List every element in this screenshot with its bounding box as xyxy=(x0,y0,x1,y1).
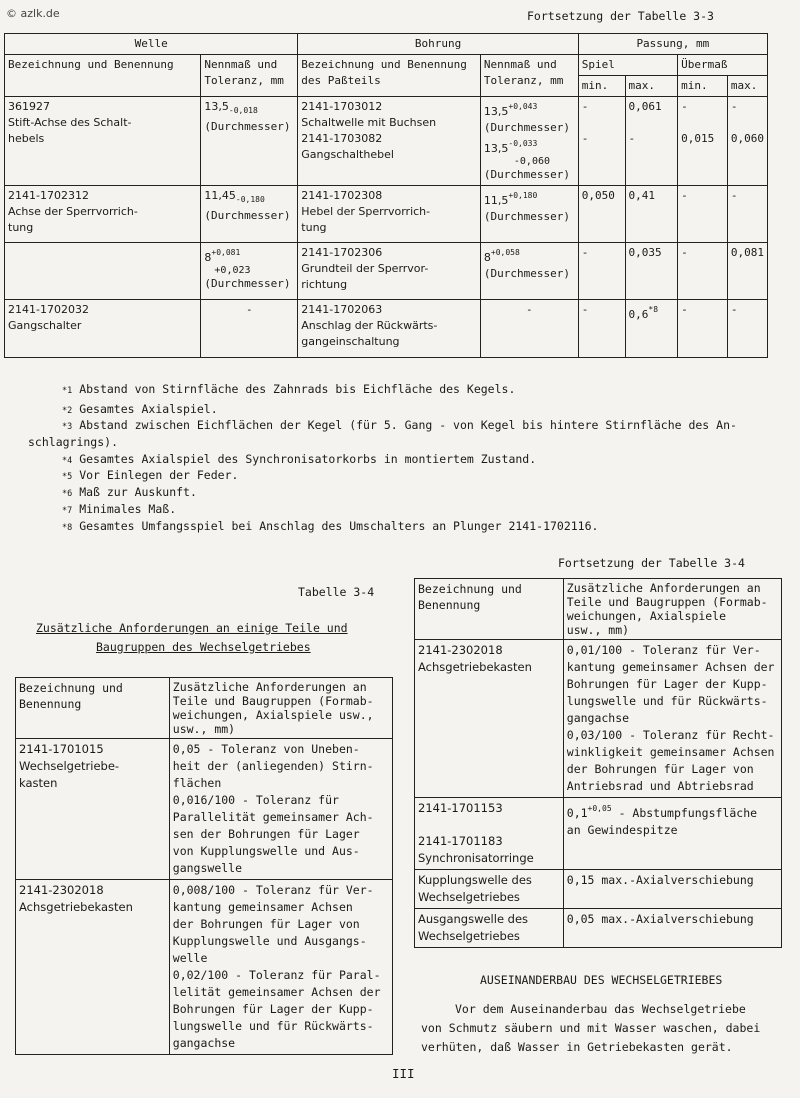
cell-nennmass: $11,45_{-0,180}$ (Durchmesser) xyxy=(201,186,298,243)
cell-spiel-min: - - xyxy=(578,97,625,186)
cell-welle-empty xyxy=(5,243,201,300)
cell-bezeichnung: Kupplungswelle des Wechselgetriebes xyxy=(415,870,564,909)
cell-bezeichnung: 2141-2302018 Achsgetriebekasten xyxy=(16,880,170,1055)
site-logo: © azlk.de xyxy=(6,7,60,20)
table-header-row xyxy=(16,678,393,739)
cell-bezeichnung: 2141-1701015 Wechselgetriebe- kasten xyxy=(16,739,170,880)
header-nennmass: Nennmaß und Toleranz, mm xyxy=(201,55,298,97)
header-bezeichnung-passteil: Bezeichnung und Benennung des Paßteils xyxy=(298,55,481,97)
header-spiel-min: min. xyxy=(578,76,625,97)
table-header-row xyxy=(5,34,768,55)
cell-nennmass-2: $13,5^{+0,043}$ (Durchmesser) $13,5^{-0,033}$ -0,060 (Durchmesser) xyxy=(480,97,578,186)
table-title: Baugruppen des Wechselgetriebes xyxy=(96,640,311,654)
header-uebermass: Übermaß xyxy=(678,55,768,76)
cell-nennmass-2: $11,5^{+0,180}$ (Durchmesser) xyxy=(480,186,578,243)
cell-bezeichnung: 2141-1701153 2141-1701183 Synchronisatorringe xyxy=(415,798,564,870)
header-passung: Passung, mm xyxy=(578,34,767,55)
section-heading: AUSEINANDERBAU DES WECHSELGETRIEBES xyxy=(480,973,723,987)
table-row xyxy=(16,739,393,880)
table-row xyxy=(16,880,393,1055)
cell-anforderung: 0,05 max.-Axialverschiebung xyxy=(563,909,781,948)
header-bezeichnung: Bezeichnung und Benennung xyxy=(5,55,201,97)
cell-spiel-min: 0,050 xyxy=(578,186,625,243)
cell-uebermass-min: - xyxy=(678,186,728,243)
header-bezeichnung: Bezeichnung und Benennung xyxy=(16,678,170,739)
footnote: *5 Vor Einlegen der Feder. xyxy=(62,468,239,482)
table-row xyxy=(5,243,768,300)
header-anforderungen: Zusätzliche Anforderungen an Teile und Baugruppen (Formab- weichungen, Axialspiele usw., mm) xyxy=(563,579,781,640)
cell-nennmass-2: $8^{+0,058}$ (Durchmesser) xyxy=(480,243,578,300)
header-bezeichnung: Bezeichnung und Benennung xyxy=(415,579,564,640)
cell-anforderung: $0,1^{+0,05}$ - Abstumpfungsfläche an Gewindespitze xyxy=(563,798,781,870)
footnote: *8 Gesamtes Umfangsspiel bei Anschlag des Umschalters an Plunger 2141-1702116. xyxy=(62,519,599,533)
table-row xyxy=(5,300,768,358)
paragraph-line: Vor dem Auseinanderbau das Wechselgetriebe xyxy=(455,1002,746,1016)
cell-welle: 2141-1702312 Achse der Sperrvorrich- tung xyxy=(5,186,201,243)
cell-bohrung: 2141-1702306 Grundteil der Sperrvor- richtung xyxy=(298,243,481,300)
cell-welle: 2141-1702032 Gangschalter xyxy=(5,300,201,358)
cell-bohrung: 2141-1702063 Anschlag der Rückwärts- gangeinschaltung xyxy=(298,300,481,358)
cell-uebermass-min: - xyxy=(678,243,728,300)
cell-bezeichnung: 2141-2302018 Achsgetriebekasten xyxy=(415,640,564,798)
table-row xyxy=(415,640,782,798)
cell-spiel-max: 0,061 - xyxy=(625,97,678,186)
table-row xyxy=(415,798,782,870)
header-anforderungen: Zusätzliche Anforderungen an Teile und Baugruppen (Formab- weichungen, Axialspiele usw., usw., mm) xyxy=(169,678,392,739)
cell-uebermass-max: - xyxy=(727,300,767,358)
paragraph-line: verhüten, daß Wasser in Getriebekasten gerät. xyxy=(421,1040,733,1054)
cell-nennmass: - xyxy=(201,300,298,358)
cell-nennmass: $13,5_{-0,018}$ (Durchmesser) xyxy=(201,97,298,186)
header-nennmass-2: Nennmaß und Toleranz, mm xyxy=(480,55,578,97)
footnote: *7 Minimales Maß. xyxy=(62,502,177,516)
cell-uebermass-max: - 0,060 xyxy=(727,97,767,186)
footnote: *2 Gesamtes Axialspiel. xyxy=(62,402,218,416)
footnote: *4 Gesamtes Axialspiel des Synchronisatorkorbs in montiertem Zustand. xyxy=(62,452,537,466)
cell-anforderung: 0,05 - Toleranz von Uneben- heit der (anliegenden) Stirn- flächen 0,016/100 - Toleranz für Parallelität gemeinsamer Ach- sen der Bohrungen für Lager von Kupplungswelle und Aus- gangswelle xyxy=(169,739,392,880)
table-title: Zusätzliche Anforderungen an einige Teile und xyxy=(36,621,348,635)
table-row xyxy=(415,870,782,909)
header-spiel-max: max. xyxy=(625,76,678,97)
cell-welle: 361927 Stift-Achse des Schalt- hebels xyxy=(5,97,201,186)
cell-uebermass-min: - xyxy=(678,300,728,358)
header-welle: Welle xyxy=(5,34,298,55)
paragraph-line: von Schmutz säubern und mit Wasser waschen, dabei xyxy=(421,1021,761,1035)
cell-spiel-max: 0,6$^{*8}$ xyxy=(625,300,678,358)
table-header-row xyxy=(5,55,768,76)
cell-uebermass-min: - 0,015 xyxy=(678,97,728,186)
continuation-title-3-3: Fortsetzung der Tabelle 3-3 xyxy=(527,9,714,23)
table-3-4 xyxy=(15,677,393,1055)
cell-anforderung: 0,008/100 - Toleranz für Ver- kantung gemeinsamer Achsen der Bohrungen für Lager von Kupplungswelle und Ausgangs- welle 0,02/100 - Toleranz für Paral- lelität gemeinsamer Achsen der Bohrungen für Lager der Kupp- lungswelle und für Rückwärts- gangachse xyxy=(169,880,392,1055)
header-bohrung: Bohrung xyxy=(298,34,578,55)
table-label: Tabelle 3-4 xyxy=(298,585,375,599)
cell-bezeichnung: Ausgangswelle des Wechselgetriebes xyxy=(415,909,564,948)
cell-bohrung: 2141-1702308 Hebel der Sperrvorrich- tung xyxy=(298,186,481,243)
cell-uebermass-max: 0,081 xyxy=(727,243,767,300)
continuation-title-3-4: Fortsetzung der Tabelle 3-4 xyxy=(558,556,745,570)
footnote-continuation: schlagrings). xyxy=(28,435,119,449)
header-uebermass-min: min. xyxy=(678,76,728,97)
cell-spiel-min: - xyxy=(578,300,625,358)
cell-nennmass: $8^{+0,081}$ +0,023 (Durchmesser) xyxy=(201,243,298,300)
cell-anforderung: 0,01/100 - Toleranz für Ver- kantung gemeinsamer Achsen der Bohrungen für Lager der Kupp- lungswelle und für Rückwärts- gangachse 0,03/100 - Toleranz für Recht- winkligkeit gemeinsamer Achsen der Bohrungen für Lager von Antriebsrad und Abtriebsrad xyxy=(563,640,781,798)
footnote: *3 Abstand zwischen Eichflächen der Kegel (für 5. Gang - von Kegel bis hintere Stirnfläche des An- xyxy=(62,418,737,432)
cell-anforderung: 0,15 max.-Axialverschiebung xyxy=(563,870,781,909)
cell-uebermass-max: - xyxy=(727,186,767,243)
table-row xyxy=(5,97,768,186)
cell-nennmass-2: - xyxy=(480,300,578,358)
table-row xyxy=(415,909,782,948)
header-uebermass-max: max. xyxy=(727,76,767,97)
footnote: *1 Abstand von Stirnfläche des Zahnrads bis Eichfläche des Kegels. xyxy=(62,382,516,396)
table-3-3 xyxy=(4,33,768,358)
footnote: *6 Maß zur Auskunft. xyxy=(62,485,197,499)
cell-bohrung: 2141-1703012 Schaltwelle mit Buchsen 2141-1703082 Gangschalthebel xyxy=(298,97,481,186)
cell-spiel-max: 0,41 xyxy=(625,186,678,243)
cell-spiel-min: - xyxy=(578,243,625,300)
header-spiel: Spiel xyxy=(578,55,677,76)
table-header-row xyxy=(415,579,782,640)
table-row xyxy=(5,186,768,243)
cell-spiel-max: 0,035 xyxy=(625,243,678,300)
table-3-4-continued xyxy=(414,578,782,948)
page-number: III xyxy=(392,1066,415,1081)
